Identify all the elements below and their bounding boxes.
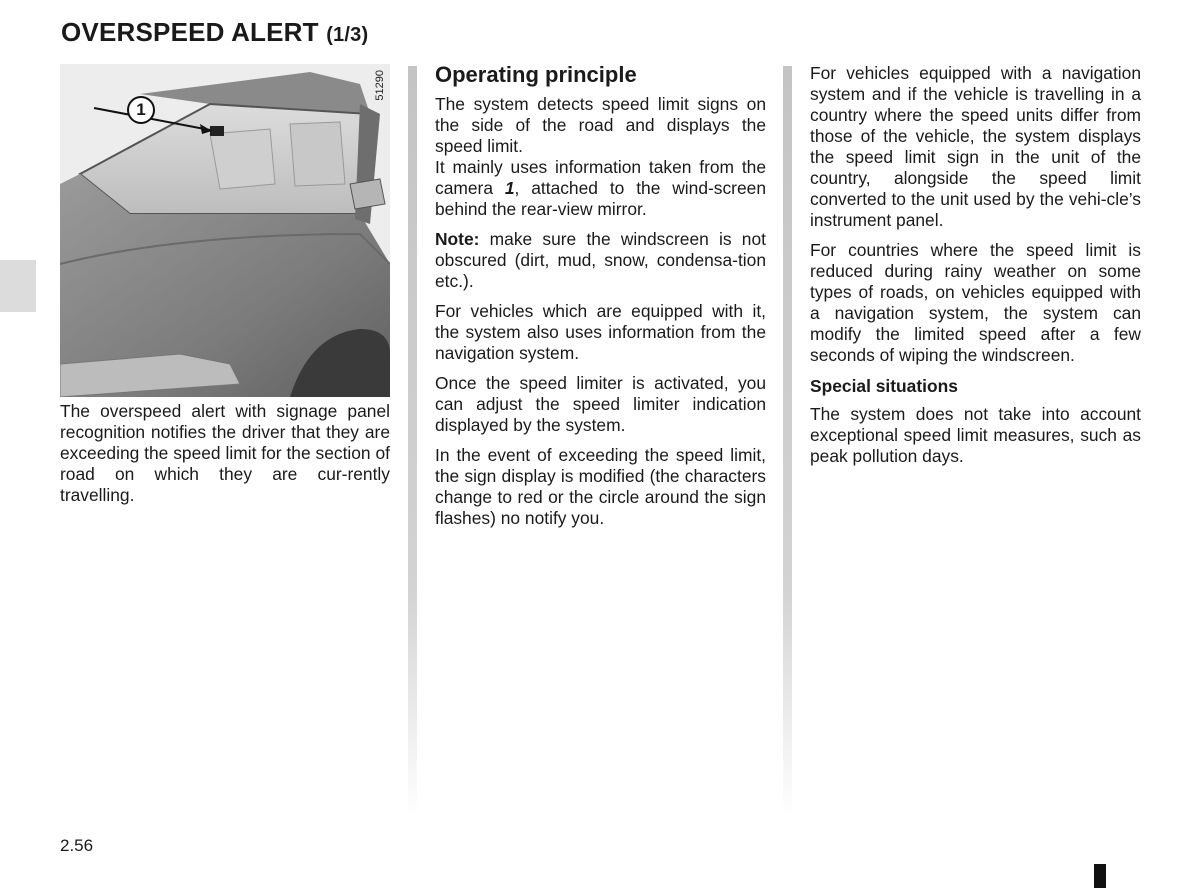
column-divider-right bbox=[783, 66, 792, 816]
section-heading-special-situations: Special situations bbox=[810, 376, 958, 396]
title-part-indicator: (1/3) bbox=[326, 24, 369, 46]
figure-reference-code: 51290 bbox=[374, 70, 386, 101]
column-divider-left bbox=[408, 66, 417, 816]
note-text: make sure the windscreen is not obscured (dirt, mud, snow, condensa-tion etc.). bbox=[435, 229, 766, 291]
callout-marker-1: 1 bbox=[127, 96, 155, 124]
title-main: OVERSPEED ALERT bbox=[61, 17, 319, 47]
paragraph-exceptional-measures: The system does not take into account exceptional speed limit measures, such as peak pollution days. bbox=[810, 404, 1141, 466]
car-drawing bbox=[60, 64, 390, 397]
paragraph-camera-text-start: It mainly uses information taken from the camera bbox=[435, 157, 766, 198]
page-title bbox=[61, 17, 368, 48]
paragraph-camera-text-end: , attached to the wind-screen behind the rear-view mirror. bbox=[435, 178, 766, 219]
column-operating-principle bbox=[435, 61, 766, 538]
car-windscreen-illustration bbox=[60, 64, 390, 397]
figure-caption: The overspeed alert with signage panel recognition notifies the driver that they are exceeding the speed limit for the section of road on which they are cur-rently travelling. bbox=[60, 401, 390, 505]
paragraph-rainy-weather: For countries where the speed limit is reduced during rainy weather on some types of roads, on vehicles equipped with a navigation system, the system can modify the limited speed after a few seconds of wiping the windscreen. bbox=[810, 240, 1141, 365]
column-special-cases bbox=[810, 63, 1141, 476]
paragraph-limiter: Once the speed limiter is activated, you can adjust the speed limiter indication displayed by the system. bbox=[435, 373, 766, 435]
section-tab bbox=[0, 260, 36, 312]
paragraph-note bbox=[435, 229, 766, 292]
paragraph-exceeding: In the event of exceeding the speed limit, the sign display is modified (the characters change to red or the circle around the sign flashes) no notify you. bbox=[435, 445, 766, 528]
paragraph-detection-text: The system detects speed limit signs on the side of the road and displays the speed limit. bbox=[435, 94, 766, 156]
paragraph-navigation: For vehicles which are equipped with it, the system also uses information from the navigation system. bbox=[435, 301, 766, 363]
page-number: 2.56 bbox=[60, 836, 94, 855]
note-label: Note: bbox=[435, 229, 480, 249]
section-heading-operating-principle: Operating principle bbox=[435, 62, 637, 87]
paragraph-detection bbox=[435, 94, 766, 220]
paragraph-speed-units: For vehicles equipped with a navigation system and if the vehicle is travelling in a country where the speed units differ from those of the vehicle, the system displays the speed limit sign in the unit of the country, alongside the speed limit converted to the unit used by the vehi-cle’s instrument panel. bbox=[810, 63, 1141, 230]
page-edge-marker bbox=[1094, 864, 1106, 888]
camera-reference-number: 1 bbox=[504, 178, 515, 198]
